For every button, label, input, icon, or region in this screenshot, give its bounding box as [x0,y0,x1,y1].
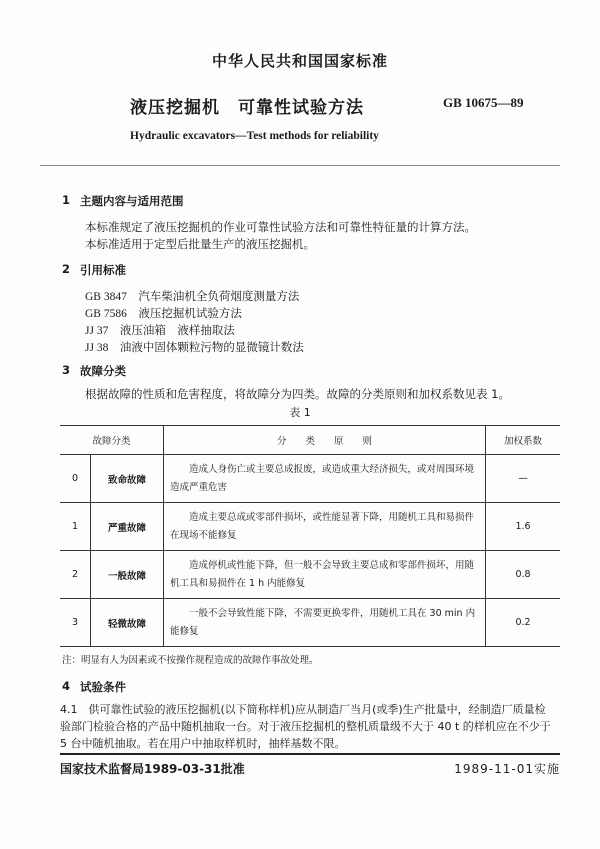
cell-name: 严重故障 [91,503,164,551]
section-num: 3 [62,363,71,377]
cell-rule: 一般不会导致性能下降，不需要更换零件，用随机工具在 30 min 内能修复 [164,599,486,647]
section-num: 1 [62,193,71,207]
table-note: 注：明显有人为因素或不按操作规程造成的故障作事故处理。 [62,655,319,666]
section-num: 2 [62,262,71,276]
cell-rule: 造成主要总成或零部件损坏，或性能显著下降，用随机工具和易损件在现场不能修复 [164,503,486,551]
ref-name: 汽车柴油机全负荷烟度测量方法 [138,289,300,303]
cell-name: 致命故障 [91,455,164,503]
cell-id: 2 [60,551,91,599]
header-cell: 加权系数 [486,426,561,455]
ref-name: 油液中固体颗粒污物的显微镜计数法 [119,340,304,354]
table-row [60,455,560,503]
section-num: 4 [62,679,71,693]
issuer: 中华人民共和国国家标准 [211,52,388,70]
section-title: 引用标准 [80,263,126,277]
header-cell: 分 类 原 则 [164,426,486,455]
ref-code: GB 7586 [85,308,127,320]
paragraph: 本标准适用于定型后批量生产的液压挖掘机。 [85,237,315,251]
header-rule [40,165,560,166]
section-title: 试验条件 [80,680,126,694]
cell-weight: 0.8 [486,551,561,599]
table-row [60,551,560,599]
paragraph: 5 台中随机抽取。若在用户中抽取样机时，抽样基数不限。 [60,737,346,750]
cell-name: 一般故障 [91,551,164,599]
cell-name: 轻微故障 [91,599,164,647]
cell-rule: 造成人身伤亡或主要总成报废，或造成重大经济损失，或对周围环境造成严重危害 [164,455,486,503]
paragraph: 验部门检验合格的产品中随机抽取一台。对于液压挖掘机的整机质量级不大于 40 t 的样机应在不少于 [60,720,551,733]
ref-name: 液压油箱 液样抽取法 [119,323,235,337]
approval-date: 国家技术监督局1989-03-31批准 [60,762,245,776]
ref-code: JJ 38 [85,342,109,354]
cell-id: 1 [60,503,91,551]
table-row [60,599,560,647]
cell-weight: — [486,455,561,503]
standard-code: GB 10675—89 [443,95,524,110]
header-cell: 故障分类 [60,426,164,455]
paragraph: 本标准规定了液压挖掘机的作业可靠性试验方法和可靠性特征量的计算方法。 [85,220,476,234]
fault-classification-table [60,425,560,647]
section-title: 故障分类 [80,364,126,378]
section-title: 主题内容与适用范围 [80,194,184,208]
cell-weight: 0.2 [486,599,561,647]
ref-name: 液压挖掘机试验方法 [138,306,242,320]
cell-weight: 1.6 [486,503,561,551]
cell-id: 0 [60,455,91,503]
table-caption: 表 1 [289,406,311,419]
cell-rule: 造成停机或性能下降，但一般不会导致主要总成和零部件损坏，用随机工具和易损件在 1 h 内能修复 [164,551,486,599]
cell-id: 3 [60,599,91,647]
footer-rule [60,753,560,755]
ref-code: GB 3847 [85,291,127,303]
table-row [60,503,560,551]
doc-title: 液压挖掘机 可靠性试验方法 [130,98,364,118]
ref-code: JJ 37 [85,325,109,337]
paragraph: 4.1 供可靠性试验的液压挖掘机(以下简称样机)应从制造厂当月(或季)生产批量中，经制造厂质量检 [60,703,546,716]
effective-date: 1989-11-01实施 [454,762,560,776]
english-title: Hydraulic excavators—Test methods for reliability [130,130,379,142]
paragraph: 根据故障的性质和危害程度，将故障分为四类。故障的分类原则和加权系数见表 1。 [85,387,510,401]
